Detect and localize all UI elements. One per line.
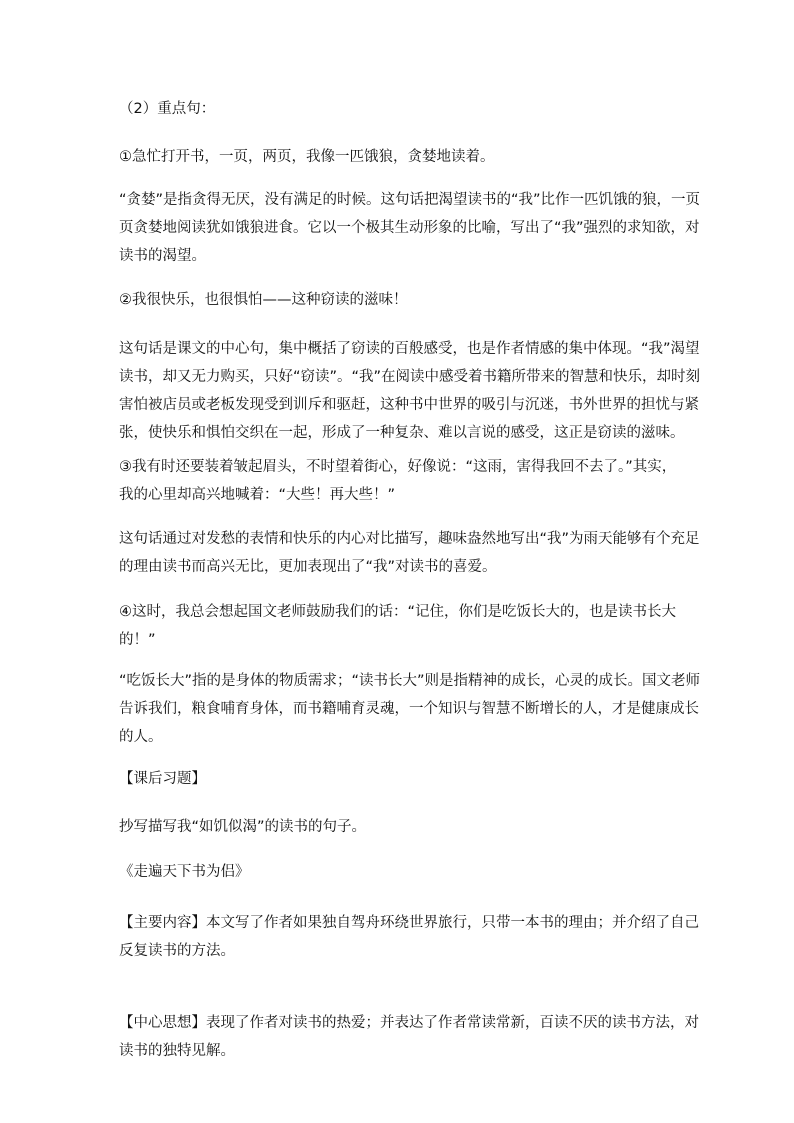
exercise-item [119,813,679,841]
text-line: 【主要内容】本文写了作者如果独自驾舟环绕世界旅行，只带一本书的理由；并介绍了自己 [119,915,699,931]
text-line: ④这时，我总会想起国文老师鼓励我们的话：“记住，你们是吃饭长大的，也是读书长大 [119,604,677,620]
text-line: 这句话通过对发愁的表情和快乐的内心对比描写，趣味盎然地写出“我”为雨天能够有个充足 [119,531,700,547]
explanation-4 [119,667,701,751]
text-line: 的人。 [119,729,163,745]
exercise-item-text: 抄写描写我“如饥似渴”的读书的句子。 [119,819,367,835]
exercise-heading-text: 【课后习题】 [119,771,206,787]
explanation-2 [119,335,701,447]
explanation-3 [119,525,700,581]
lesson-title-text: 《走遍天下书为侣》 [119,864,250,880]
text-line: 害怕被店员或老板发现受到训斥和驱赶，这种书中世界的吸引与沉迷，书外世界的担忧与紧 [119,397,699,413]
text-line: 这句话是课文的中心句，集中概括了窃读的百般感受，也是作者情感的集中体现。“我”渴望 [119,341,700,357]
section-heading [119,95,679,123]
text-line: “贪婪”是指贪得无厌，没有满足的时候。这句话把渴望读书的“我”比作一匹饥饿的狼，一页 [119,192,701,208]
lesson-title [119,858,679,886]
main-content [119,909,699,965]
text-line: 读书的独特见解。 [119,1043,235,1059]
key-sentence-4 [119,598,679,654]
text-line: 张，使快乐和惧怕交织在一起，形成了一种复杂、难以言说的感受，这正是窃读的滋味。 [119,425,685,441]
text-line: 我的心里却高兴地喊着：“大些！再大些！” [119,487,396,503]
text-line: 的理由读书而高兴无比，更加表现出了“我”对读书的喜爱。 [119,559,497,575]
central-idea [119,1009,699,1065]
text-line: 读书，却又无力购买，只好“窃读”。“我”在阅读中感受着书籍所带来的智慧和快乐，却时刻 [119,369,701,385]
text-line: 反复读书的方法。 [119,943,235,959]
section-heading-text: （2）重点句： [119,101,216,117]
exercise-heading [119,765,679,793]
text-line: 读书的渴望。 [119,248,206,264]
text-line: 【中心思想】表现了作者对读书的热爱；并表达了作者常读常新，百读不厌的读书方法，对 [119,1015,699,1031]
key-sentence-3 [119,453,679,509]
text-line: ③我有时还要装着皱起眉头，不时望着街心，好像说：“这雨，害得我回不去了。”其实， [119,459,677,475]
text-line: 页贪婪地阅读犹如饿狼进食。它以一个极其生动形象的比喻，写出了“我”强烈的求知欲，对 [119,220,700,236]
text-line: “吃饭长大”指的是身体的物质需求；“读书长大”则是指精神的成长，心灵的成长。国文老师 [119,673,701,689]
key-sentence-1 [119,143,679,171]
key-sentence-2 [119,286,679,314]
key-sentence-2-text: ②我很快乐，也很惧怕——这种窃读的滋味！ [119,292,408,308]
text-line: 告诉我们，粮食哺育身体，而书籍哺育灵魂，一个知识与智慧不断增长的人，才是健康成长 [119,701,699,717]
explanation-1 [119,186,701,270]
text-line: 的！” [119,632,156,648]
key-sentence-1-text: ①急忙打开书，一页，两页，我像一匹饿狼，贪婪地读着。 [119,149,495,165]
